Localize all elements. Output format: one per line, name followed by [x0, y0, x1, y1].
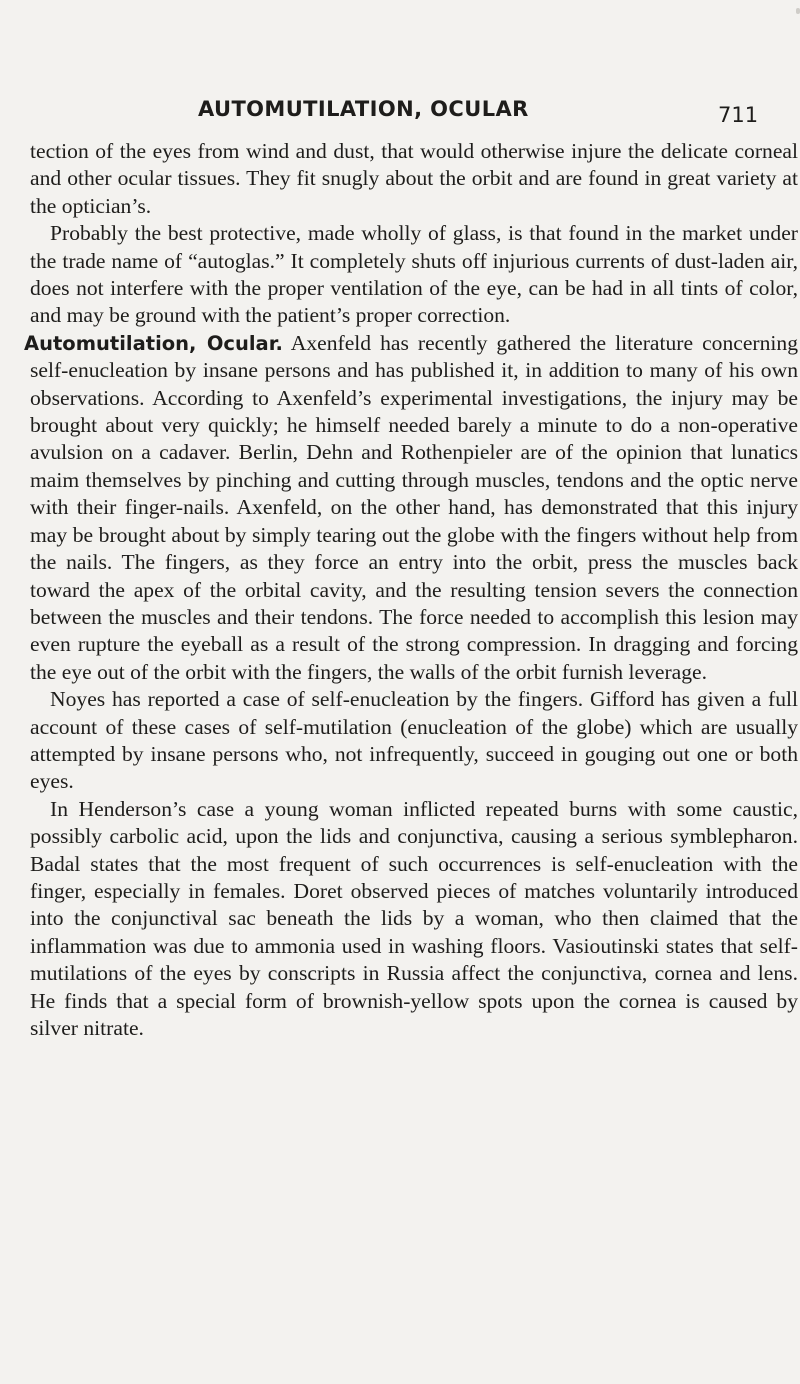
paragraph-continuation: tection of the eyes from wind and dust, that would otherwise injure the delicate corneal and other ocular tissues. They fit snugly about the orbit and are found in great variety at the optician’s.: [30, 139, 798, 218]
paragraph-henderson: In Henderson’s case a young woman inflicted repeated burns with some caustic, possibly carbolic acid, upon the lids and conjunctiva, causing a serious symblepharon. Badal states that the most frequent of such occurrences is self-enucleation with the finger, especially in females. Doret observed pieces of matches voluntarily introduced into the conjunctival sac beneath the lids by a woman, who then claimed that the inflammation was due to ammonia used in washing floors. Vasioutinski states that self-mutilations of the eyes by conscripts in Russia affect the conjunctiva, cornea and lens. He finds that a special form of brownish-yellow spots upon the cornea is caused by silver nitrate.: [30, 796, 798, 1040]
paragraph-noyes: Noyes has reported a case of self-enucleation by the fingers. Gifford has given a full account of these cases of self-mutilation (enucleation of the globe) which are usually attempted by insane persons who, not infrequently, succeed in gouging out one or both eyes.: [30, 687, 798, 794]
running-head: AUTOMUTILATION, OCULAR: [198, 97, 529, 121]
page-smudge: [796, 8, 800, 14]
paragraph-autoglas: Probably the best protective, made wholly of glass, is that found in the market under the trade name of “autoglas.” It completely shuts off injurious currents of dust-laden air, does not interfere with the proper ventilation of the eye, can be had in all tints of color, and may be ground with the patient’s proper correction.: [30, 221, 798, 328]
paragraph-automutilation: [24, 330, 798, 686]
page-header: [0, 96, 800, 136]
entry-heading: Automutilation, Ocular.: [24, 331, 283, 355]
entry-text: Axenfeld has recently gathered the literature concerning self-enucleation by insane persons and has published it, in addition to many of his own observations. According to Axenfeld’s experimental investigations, the injury may be brought about very quickly; he himself needed barely a minute to do a non-operative avulsion on a cadaver. Berlin, Dehn and Rothenpieler are of the opinion that lunatics maim themselves by pinching and cutting through muscles, tendons and the optic nerve with their finger-nails. Axenfeld, on the other hand, has demonstrated that this injury may be brought about by simply tearing out the globe with the fingers without help from the nails. The fingers, as they force an entry into the orbit, press the muscles back toward the apex of the orbital cavity, and the resulting tension severs the connection between the muscles and their tendons. The force needed to accomplish this lesion may even rupture the eyeball as a result of the strong compression. In dragging and forcing the eye out of the orbit with the fingers, the walls of the orbit furnish leverage.: [30, 330, 798, 684]
page-number: 711: [718, 103, 759, 127]
body-text: [24, 138, 798, 1042]
